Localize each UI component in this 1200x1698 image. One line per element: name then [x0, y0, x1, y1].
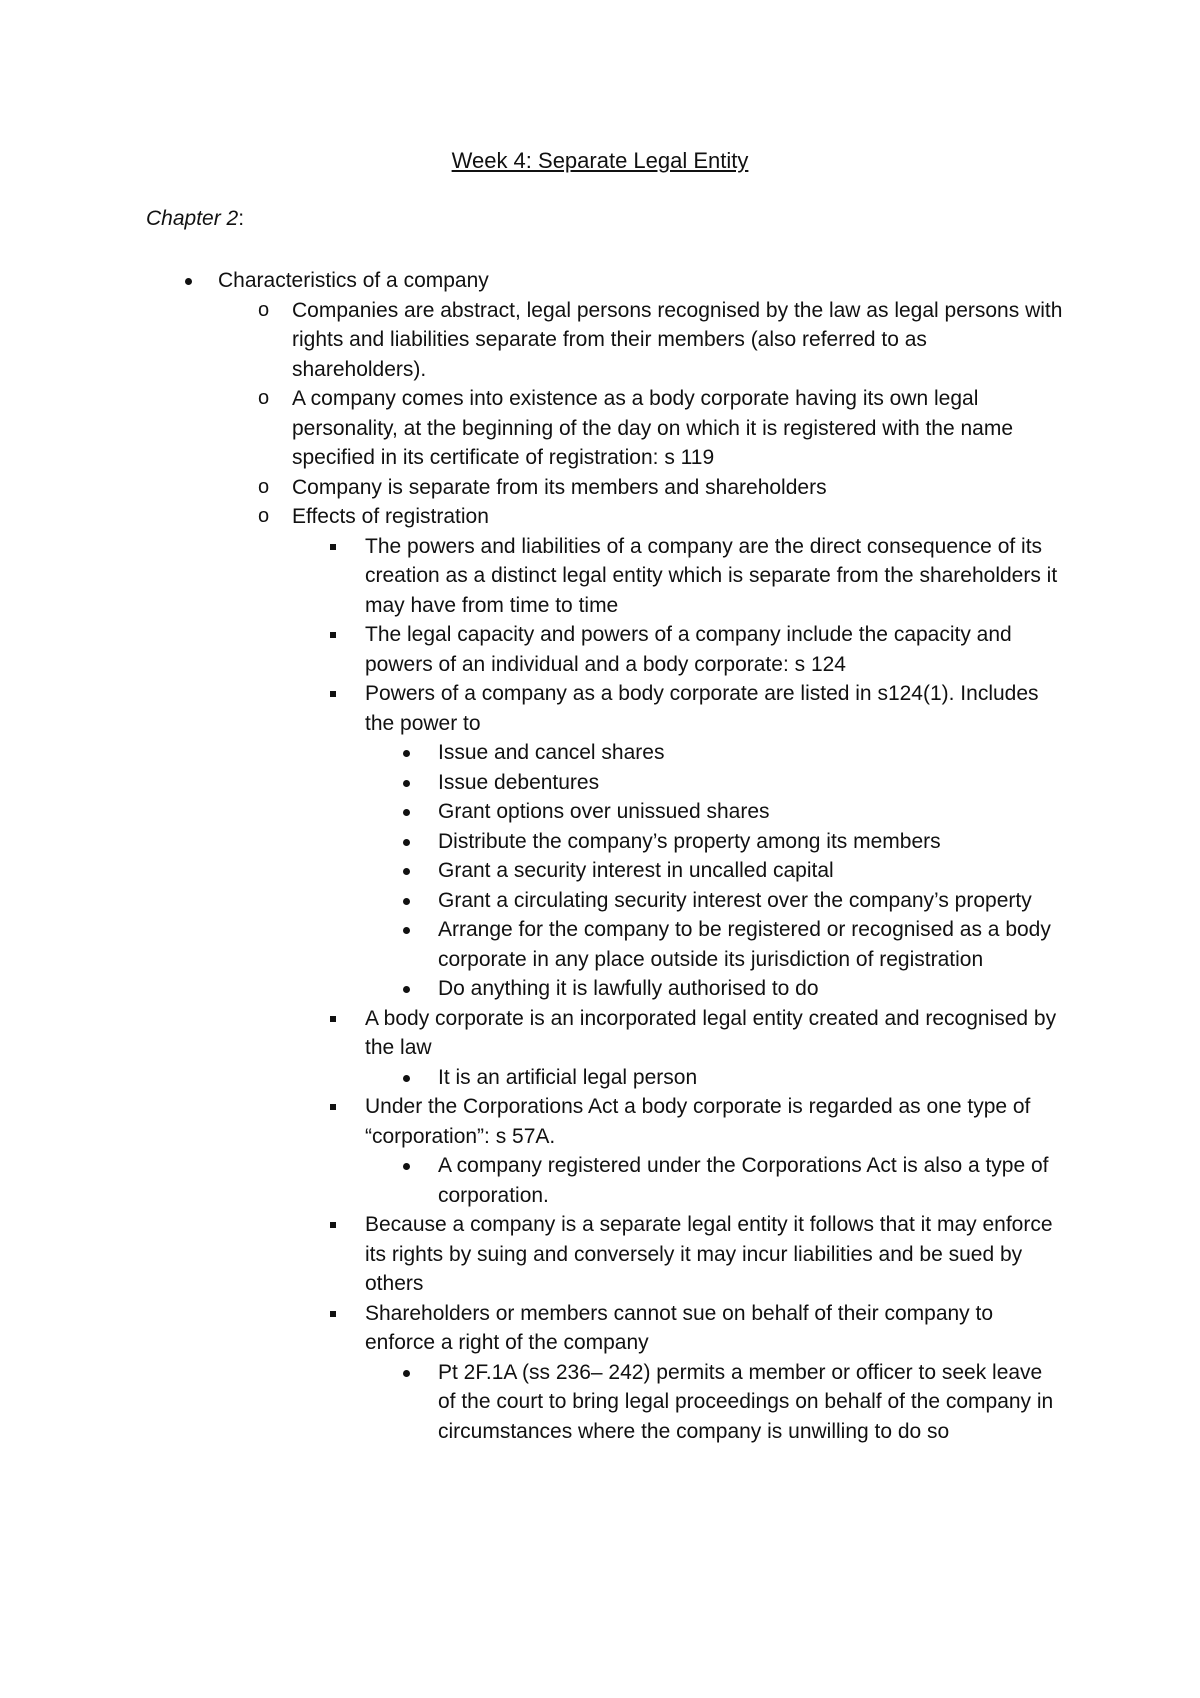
list-item	[0, 856, 1200, 886]
list-item	[0, 886, 1200, 916]
list-item	[0, 827, 1200, 857]
list-item	[0, 974, 1200, 1004]
list-item-text: A body corporate is an incorporated legal entity created and recognised by the law	[365, 1006, 1057, 1059]
list-item-text: Grant options over unissued shares	[438, 800, 770, 823]
list-item-text: Grant a circulating security interest over the company’s property	[438, 888, 1032, 912]
list-item-text: Under the Corporations Act a body corporate is regarded as one type of “corporation”: s 57A.	[365, 1095, 1031, 1148]
list-item-text: Pt 2F.1A (ss 236– 242) permits a member or officer to seek leave of the court to bring legal proceedings on behalf of the company in circumstances where the company is unwilling to do so	[438, 1360, 1054, 1443]
list-item	[0, 1004, 1200, 1063]
list-item-text: A company comes into existence as a body corporate having its own legal personality, at the beginning of the day on which it is registered with the name specified in its certificate of registration: s 119	[292, 387, 1014, 469]
page-title: Week 4: Separate Legal Entity	[451, 148, 749, 173]
list-item	[0, 1151, 1200, 1210]
list-item	[0, 738, 1200, 768]
list-item-text: Companies are abstract, legal persons recognised by the law as legal persons with rights and liabilities separate from their members (also referred to as shareholders).	[292, 298, 1063, 381]
list-item-text: Because a company is a separate legal entity it follows that it may enforce its rights by suing and conversely it may incur liabilities and be sued by others	[365, 1213, 1053, 1295]
list-item	[0, 473, 1200, 503]
list-item	[0, 502, 1200, 532]
list-item	[0, 532, 1200, 621]
bullet-outline	[0, 266, 1200, 1446]
list-item	[0, 679, 1200, 738]
list-item	[0, 797, 1200, 827]
chapter-colon: :	[238, 207, 245, 230]
list-item	[0, 768, 1200, 798]
list-item	[0, 1210, 1200, 1299]
list-item-text: Shareholders or members cannot sue on behalf of their company to enforce a right of the company	[365, 1301, 994, 1354]
list-item	[0, 1092, 1200, 1151]
list-item-text: A company registered under the Corporations Act is also a type of corporation.	[438, 1154, 1049, 1207]
list-item-text: Distribute the company’s property among its members	[438, 829, 941, 853]
list-item	[0, 296, 1200, 385]
list-item-text: Company is separate from its members and shareholders	[292, 475, 827, 499]
list-item	[0, 266, 1200, 296]
list-item	[0, 1358, 1200, 1447]
list-item	[0, 384, 1200, 473]
chapter-heading	[146, 207, 244, 231]
chapter-label: Chapter 2	[146, 207, 239, 230]
list-item-text: Powers of a company as a body corporate are listed in s124(1). Includes the power to	[365, 682, 1039, 735]
list-item-text: Issue debentures	[438, 770, 600, 794]
list-item-text: It is an artificial legal person	[438, 1065, 698, 1089]
list-item-text: Arrange for the company to be registered or recognised as a body corporate in any place outside its jurisdiction of registration	[438, 918, 1051, 971]
list-item-text: Do anything it is lawfully authorised to do	[438, 977, 819, 1000]
list-item-text: Grant a security interest in uncalled capital	[438, 859, 834, 882]
circle-bullet-icon: o	[258, 505, 270, 527]
list-item-text: Effects of registration	[292, 505, 489, 528]
list-item	[0, 620, 1200, 679]
list-item	[0, 1063, 1200, 1093]
list-item-text: The legal capacity and powers of a company include the capacity and powers of an individual and a body corporate: s 124	[365, 623, 1012, 676]
list-item	[0, 1299, 1200, 1358]
circle-bullet-icon: o	[258, 475, 270, 498]
list-item-text: Issue and cancel shares	[438, 741, 665, 764]
list-item	[0, 915, 1200, 974]
list-item-text: The powers and liabilities of a company are the direct consequence of its creation as a distinct legal entity which is separate from the shareholders it may have from time to time	[365, 534, 1058, 617]
list-item-text: Characteristics of a company	[218, 269, 489, 292]
circle-bullet-icon: o	[258, 387, 270, 409]
circle-bullet-icon: o	[258, 298, 270, 321]
